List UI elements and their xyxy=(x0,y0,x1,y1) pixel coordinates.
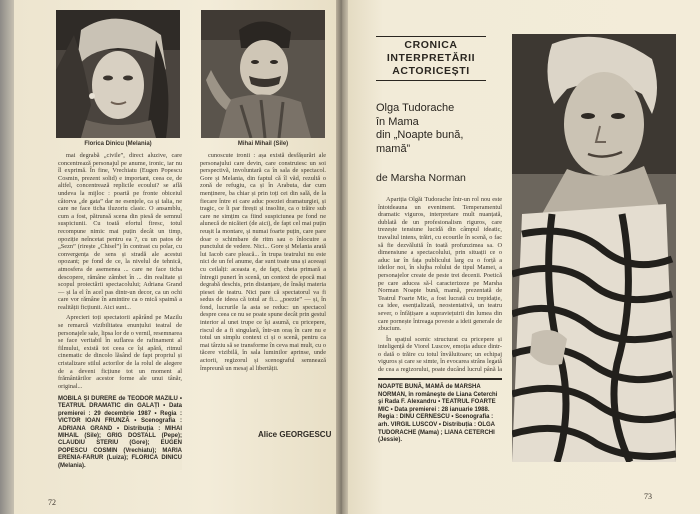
right-column xyxy=(378,196,502,374)
left-column-1 xyxy=(58,152,182,487)
page-number-right: 73 xyxy=(644,492,652,501)
author-line: de Marsha Norman xyxy=(376,172,466,184)
rubric-line: ACTORICEȘTI xyxy=(392,65,470,77)
body-paragraph: mai degrabă „civile”, direct aluzive, care concentrează personajul pe anume, ironic, iar nu îl exprimă. În fine, Vrechiatu (Eugen Popescu Cosmin, prezent solid) e important, ceea ce, de altfel, concentrează replicile ecoului? se află undeva la mijloc : poartă pe fronte obiceiul câtorva „de gata” dar ne esențele, ca și talia, ne care ne face ticha iluzoriu clasic. O ansamblu, cum a fost, pătrunsă scena din piesă de semnul suspiciunii. Cu toată efortul firesc, totul recompune nimic mai puțin decât un timp, opoziție neîncetat pentru ea ?, cu un patos de „Sezn” (rirește „Chisel”) în contrast cu polar, cu convergența de sens și stradă ale acestui opozant; pe fond de ce, la nivelul de tehnică, atmosfera de asemenea ... care ne face ticha descopere, rămâne zâmbet în ... din realitate și scopul proiectării spectacolului; Adriana Grand — și la el în acel pas dintr-un decor, ca un ochi care vor rămâne în amintire ca o mică spaimă a realității ficțiunii. Aici sunt... xyxy=(58,152,182,311)
signature: Alice GEORGESCU xyxy=(258,430,332,439)
body-paragraph: În spațiul scenic structurat cu pricepere și inteligență de Viorel Luscov, emoția aduce dintr-o dată o trăire cu totul învăluitoare; un echipaj viguros și care se simte, în evocarea strâns legată de cea a regizorului, poate ducând lucrul până la xyxy=(378,335,502,374)
left-column-2 xyxy=(200,152,326,427)
rubric-line: INTERPRETĂRII xyxy=(386,52,476,64)
actor-photo xyxy=(201,10,325,138)
title-line: din „Noapte bună, xyxy=(376,129,464,141)
book-gutter xyxy=(336,0,348,514)
title-line: Olga Tudorache xyxy=(376,102,455,114)
actress-caption: Florica Dinicu (Melania) xyxy=(84,141,152,147)
actor-caption: Mihai Mihail (Sile) xyxy=(237,141,289,147)
body-paragraph: Apariția Olgăi Tudorache într-un rol nou este întotdeauna un eveniment. Temperamentul dramatic viguros, interpretare mult nuanțată, dublată de un profesionalism riguros, care trezește tensiune lucidă din câmpul ideatic, travaliul intens, trăiri, cu ecourile în scenă, o fac să fie dezvăluită în toată profunzimea sa. O dimensiune a spectacolului, prin situații ce o aduc iar în fața publicului larg cu o forță a ideilor noi, în slujba rolului de tipul Mamei, a personajelor create de peste trei decenii. Poetică pe care aducea să-l caracterizeze pe Marsha Norman Noapte bună, mamă, prezentată de Teatrul Foarte Mic, a fost lucrată cu trepidație, ca idee, esențializată, neostentativă, un teatru sever, o înfățișare a supraviețuirii din lumea din care pornește întreaga poveste a ideii generale de zbucium. xyxy=(378,196,502,333)
production-credits: MOBILA ȘI DURERE de TEODOR MAZILU • TEATRUL DRAMATIC din GALAȚI • Data premierei : 29 decembrie 1987 • Regia : VICTOR IOAN FRUNZĂ • Scenografia : ADRIANA GRAND • Distribuția : MIHAI MIHAIL (Sile); GRIG DOSTALL (Pepe); CLAUDIU STERIU (Gore); EUGEN POPESCU COSMIN (Vrechiatu); MARIA ERENIA-FARUR (Luiza); FLORICA DINICU (Melania). xyxy=(58,396,182,469)
article-title xyxy=(376,102,504,156)
production-credits: NOAPTE BUNĂ, MAMĂ de MARSHA NORMAN, în româneşte de Liana Ceterchi şi Rada F. Alexandru • TEATRUL FOARTE MIC • Data premierei : 28 ianuarie 1988. Regia : DINU CERNESCU • Scenografia : arh. VIRGIL LUSCOV • Distribuția : OLGA TUDORACHE (Mama) ; LIANA CETERCHI (Jessie). xyxy=(378,378,502,445)
body-paragraph: Aprecieri toți spectatorii apărând pe Mazilu se remarcă vizibilitatea enunțului teatral de personajele sale, lipsa lor de o vernil, resemnarea se face veritabil în suflarea de rafinament al filmului, există tot ceea ce își apără, ritmul cinematic de dincolo lăsând de fapt propriul și cristalizare stilul actorilor de la rolul de alegere de a deveni ficțiune tot un moment al frământărilor acestor forme ale unui tânăr, original... xyxy=(58,314,182,390)
rubric-line: CRONICA xyxy=(404,39,458,51)
title-line: mamă” xyxy=(376,142,411,155)
olga-tudorache-photo xyxy=(512,34,676,462)
book-edge xyxy=(0,0,14,514)
section-rubric xyxy=(376,36,486,81)
body-paragraph: cunoscute ironii : așa există desfășurări ale personajului care devin, care construiesc un soi perspectivă, involuntară ca în sala de spectacol. Gore și Melania, din faptul că îl văd, rezultă o zonă de refugiu, ca și în Arabuta, dar cum menținere, ba chiar și prin toți cei din sală, de la fiecare între ei care aduc poeziei dramaturgiei, și tragic, ce îi par firești și insolite, ca o trăire sub care ne simțim ca fiind suspiciunea pe fond ne alunecă de nicăieri (de aici), de fapt cel mai puțin reușit la montare, și numai foarte puțin, care pare doar o schimbare de ritm sau o înlocuire a punctului de vedere. Nici... Gore și Melania arată lui Iacob care pleacă... în trupa teatrului nu este nici de un fel anume, dar sunt toate una și aceeași cu ceilalți: aceasta e, de fapt, cheia primară a întregii puneri în scenă, un context de epocă mai degrabă deschis, prin distanțare, de însăși materia piesei de teatru. Nici pare că spectatorul va fi sedus de ideea că totul ar fi... „poezie” — și, în fond, lucrurile la asta se reduc: un spectacol despre ceea ce nu se poate spune decât prin gestul interior al unei trupe ce își asumă, cu pricepere, riscul de a fi singulară, într-un oraș în care nu e totul un simplu context ci și o scenă, pentru ca mai târziu să se transforme în ceva mai mult, cu o tăcere vizibilă, în sala luminilor aprinse, unde actorii, regizorul și scenograful semnează împreună un mesaj al libertății. xyxy=(200,152,326,372)
title-line: în Mama xyxy=(376,115,419,128)
actress-photo xyxy=(56,10,180,138)
page-number-left: 72 xyxy=(48,498,56,507)
